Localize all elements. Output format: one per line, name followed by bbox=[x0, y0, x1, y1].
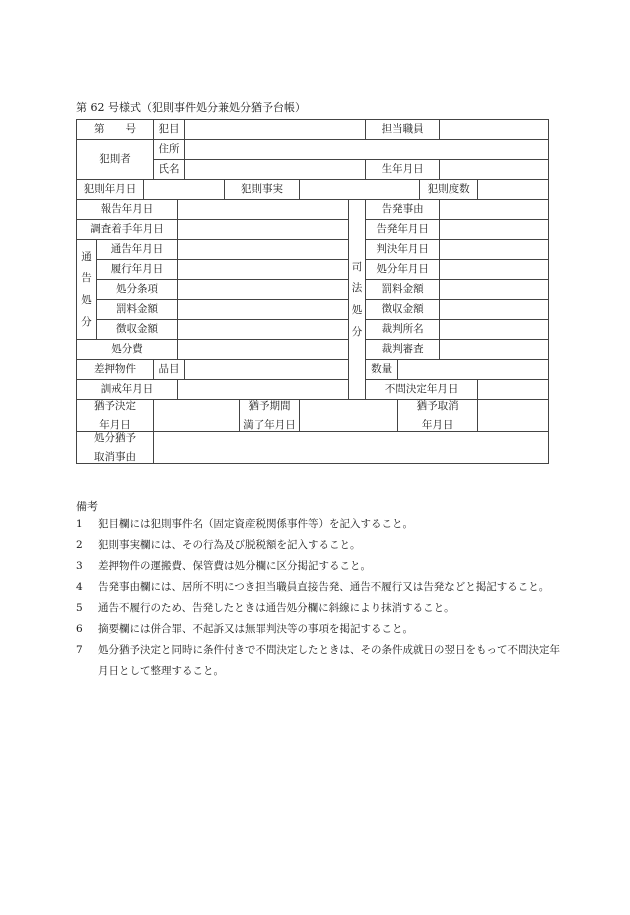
shiho-row-label: 判決年月日 bbox=[366, 240, 440, 260]
tsukoku-row-value[interactable] bbox=[178, 300, 349, 320]
note-item: 4 告発事由欄には、居所不明につき担当職員直接告発、通告不履行又は告発などと掲記すること。 bbox=[76, 581, 550, 593]
yuyo-kikan-value[interactable] bbox=[300, 400, 398, 432]
note-item: 2 犯則事実欄には、その行為及び脱税額を記入すること。 bbox=[76, 539, 361, 551]
seinengappi-label: 生年月日 bbox=[366, 160, 440, 180]
yuyo-kettei-value[interactable] bbox=[154, 400, 240, 432]
shiho-row-value[interactable] bbox=[440, 260, 549, 280]
shobunhi-value[interactable] bbox=[178, 340, 349, 360]
shiho-row-value[interactable] bbox=[440, 340, 549, 360]
seinengappi-value[interactable] bbox=[440, 160, 549, 180]
shiho-row-label: 告発事由 bbox=[366, 200, 440, 220]
tsukoku-row-value[interactable] bbox=[178, 260, 349, 280]
jusho-label: 住所 bbox=[154, 140, 185, 160]
hansoku-date-label: 犯則年月日 bbox=[77, 180, 144, 200]
tsukoku-row-label: 徴収金額 bbox=[97, 320, 178, 340]
hinmoku-value[interactable] bbox=[185, 360, 366, 380]
chosa-label: 調査着手年月日 bbox=[77, 220, 178, 240]
tsukoku-row-label: 処分条項 bbox=[97, 280, 178, 300]
kaikai-label: 訓戒年月日 bbox=[77, 380, 178, 400]
form-title: 第 62 号様式（犯則事件処分兼処分猶予台帳） bbox=[76, 101, 306, 114]
note-item: 7 処分猶予決定と同時に条件付きで不問決定したときは、その条件成就日の翌日をもって不問決定年月日として整理すること。 bbox=[76, 644, 560, 677]
shiho-row-value[interactable] bbox=[440, 300, 549, 320]
notes-title: 備考 bbox=[76, 500, 98, 513]
tsukoku-row-label: 履行年月日 bbox=[97, 260, 178, 280]
tsukoku-row-value[interactable] bbox=[178, 320, 349, 340]
hansoku-jijitsu-value[interactable] bbox=[300, 180, 420, 200]
tsukoku-shobun-label: 通 告 処 分 bbox=[77, 240, 97, 340]
tsukoku-row-label: 通告年月日 bbox=[97, 240, 178, 260]
number-cell: 第 号 bbox=[77, 120, 154, 140]
kaikai-value[interactable] bbox=[178, 380, 366, 400]
shobun-yuyo-torikeshi-value[interactable] bbox=[154, 432, 549, 464]
shiho-row-label: 徴収金額 bbox=[366, 300, 440, 320]
shiho-row-label: 裁判審査 bbox=[366, 340, 440, 360]
yuyo-torikeshi-label: 猶予取消 年月日 bbox=[398, 400, 478, 432]
hanmoku-label: 犯目 bbox=[154, 120, 185, 140]
hanmoku-value[interactable] bbox=[185, 120, 366, 140]
hansoku-dosu-label: 犯則度数 bbox=[420, 180, 478, 200]
suryo-label: 数量 bbox=[366, 360, 398, 380]
shiho-row-value[interactable] bbox=[440, 240, 549, 260]
hansoku-dosu-value[interactable] bbox=[478, 180, 549, 200]
tsukoku-row-value[interactable] bbox=[178, 280, 349, 300]
yuyo-kikan-label: 猶予期間 満了年月日 bbox=[240, 400, 300, 432]
shiho-shobun-label: 司 法 処 分 bbox=[349, 200, 366, 400]
shimei-value[interactable] bbox=[185, 160, 366, 180]
tsukoku-row-label: 罰料金額 bbox=[97, 300, 178, 320]
shiho-row-value[interactable] bbox=[440, 280, 549, 300]
tanto-label: 担当職員 bbox=[366, 120, 440, 140]
note-item: 3 差押物件の運搬費、保管費は処分欄に区分掲記すること。 bbox=[76, 560, 371, 572]
shobun-yuyo-torikeshi-label: 処分猶予 取消事由 bbox=[77, 432, 154, 464]
jusho-value[interactable] bbox=[185, 140, 549, 160]
ledger-form-table bbox=[76, 119, 549, 464]
hansoku-date-value[interactable] bbox=[144, 180, 225, 200]
suryo-value[interactable] bbox=[398, 360, 549, 380]
fumon-value[interactable] bbox=[478, 380, 549, 400]
chosa-value[interactable] bbox=[178, 220, 349, 240]
hansoku-jijitsu-label: 犯則事実 bbox=[225, 180, 300, 200]
fumon-label: 不問決定年月日 bbox=[366, 380, 478, 400]
tanto-value[interactable] bbox=[440, 120, 549, 140]
note-item: 1 犯目欄には犯則事件名（固定資産税関係事件等）を記入すること。 bbox=[76, 518, 413, 530]
hokoku-label: 報告年月日 bbox=[77, 200, 178, 220]
note-item: 5 通告不履行のため、告発したときは通告処分欄に斜線により抹消すること。 bbox=[76, 602, 455, 614]
sashiosae-label: 差押物件 bbox=[77, 360, 154, 380]
notes-list bbox=[76, 514, 562, 682]
shiho-row-value[interactable] bbox=[440, 200, 549, 220]
hokoku-value[interactable] bbox=[178, 200, 349, 220]
hinmoku-label: 品目 bbox=[154, 360, 185, 380]
shiho-row-label: 処分年月日 bbox=[366, 260, 440, 280]
shiho-row-value[interactable] bbox=[440, 220, 549, 240]
yuyo-torikeshi-value[interactable] bbox=[478, 400, 549, 432]
tsukoku-row-value[interactable] bbox=[178, 240, 349, 260]
note-item: 6 摘要欄には併合罪、不起訴又は無罪判決等の事項を掲記すること。 bbox=[76, 623, 413, 635]
shiho-row-label: 裁判所名 bbox=[366, 320, 440, 340]
shobunhi-label: 処分費 bbox=[77, 340, 178, 360]
shiho-row-value[interactable] bbox=[440, 320, 549, 340]
hansokusha-label: 犯則者 bbox=[77, 140, 154, 180]
shiho-row-label: 罰料金額 bbox=[366, 280, 440, 300]
shiho-row-label: 告発年月日 bbox=[366, 220, 440, 240]
yuyo-kettei-label: 猶予決定 年月日 bbox=[77, 400, 154, 432]
shimei-label: 氏名 bbox=[154, 160, 185, 180]
